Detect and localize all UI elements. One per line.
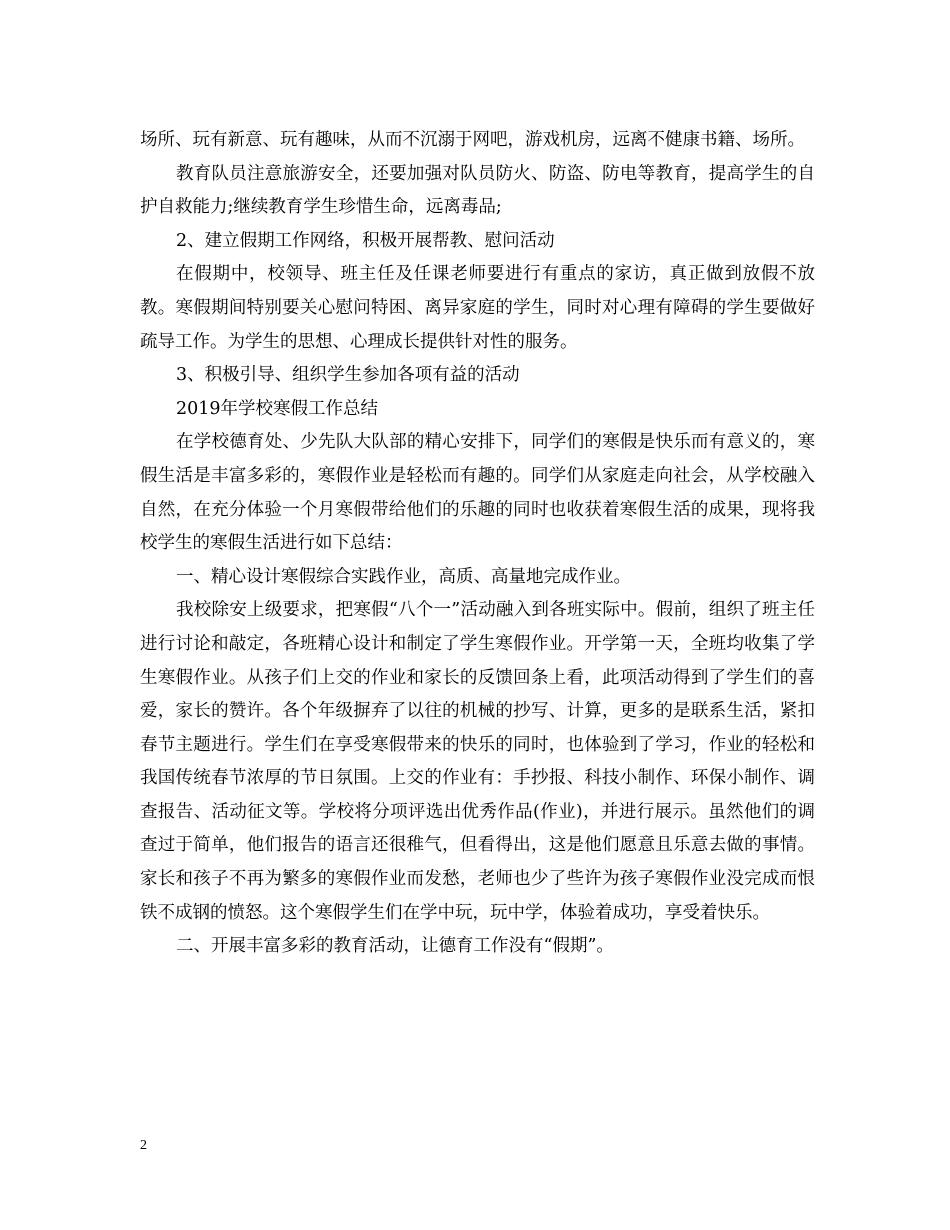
paragraph: 我校除安上级要求，把寒假“八个一”活动融入到各班实际中。假前，组织了班主任进行讨论和敲定，各班精心设计和制定了学生寒假作业。开学第一天，全班均收集了学生寒假作业。从孩子们上交的作业和家长的反馈回条上看，此项活动得到了学生们的喜爱，家长的赞许。各个年级摒弃了以往的机械的抄写、计算，更多的是联系生活，紧扣春节主题进行。学生们在享受寒假带来的快乐的同时，也体验到了学习，作业的轻松和我国传统春节浓厚的节日氛围。上交的作业有：手抄报、科技小制作、环保小制作、调查报告、活动征文等。学校将分项评选出优秀作品(作业)，并进行展示。虽然他们的调查过于简单，他们报告的语言还很稚气，但看得出，这是他们愿意且乐意去做的事情。家长和孩子不再为繁多的寒假作业而发愁，老师也少了些许为孩子寒假作业没完成而恨铁不成钢的愤怒。这个寒假学生们在学中玩，玩中学，体验着成功，享受着快乐。 — [140, 600, 815, 923]
paragraph: 3、积极引导、组织学生参加各项有益的活动 — [176, 365, 520, 386]
paragraph: 教育队员注意旅游安全，还要加强对队员防火、防盗、防电等教育，提高学生的自护自救能力;继续教育学生珍惜生命，远离毒品; — [140, 163, 815, 218]
paragraph: 2019年学校寒假工作总结 — [176, 398, 379, 419]
paragraph: 在学校德育处、少先队大队部的精心安排下，同学们的寒假是快乐而有意义的，寒假生活是丰富多彩的，寒假作业是轻松而有趣的。同学们从家庭走向社会，从学校融入自然，在充分体验一个月寒假带给他们的乐趣的同时也收获着寒假生活的成果，现将我校学生的寒假生活进行如下总结： — [140, 432, 815, 554]
paragraph: 2、建立假期工作网络，积极开展帮教、慰问活动 — [176, 230, 555, 251]
paragraph: 在假期中，校领导、班主任及任课老师要进行有重点的家访，真正做到放假不放教。寒假期间特别要关心慰问特困、离异家庭的学生，同时对心理有障碍的学生要做好疏导工作。为学生的思想、心理成长提供针对性的服务。 — [140, 264, 815, 352]
paragraph: 一、精心设计寒假综合实践作业，高质、高量地完成作业。 — [176, 566, 631, 587]
paragraph: 二、开展丰富多彩的教育活动，让德育工作没有“假期”。 — [176, 936, 614, 957]
document-body — [140, 124, 815, 964]
page-number: 2 — [140, 1138, 147, 1153]
paragraph: 场所、玩有新意、玩有趣味，从而不沉溺于网吧，游戏机房，远离不健康书籍、场所。 — [140, 130, 805, 150]
